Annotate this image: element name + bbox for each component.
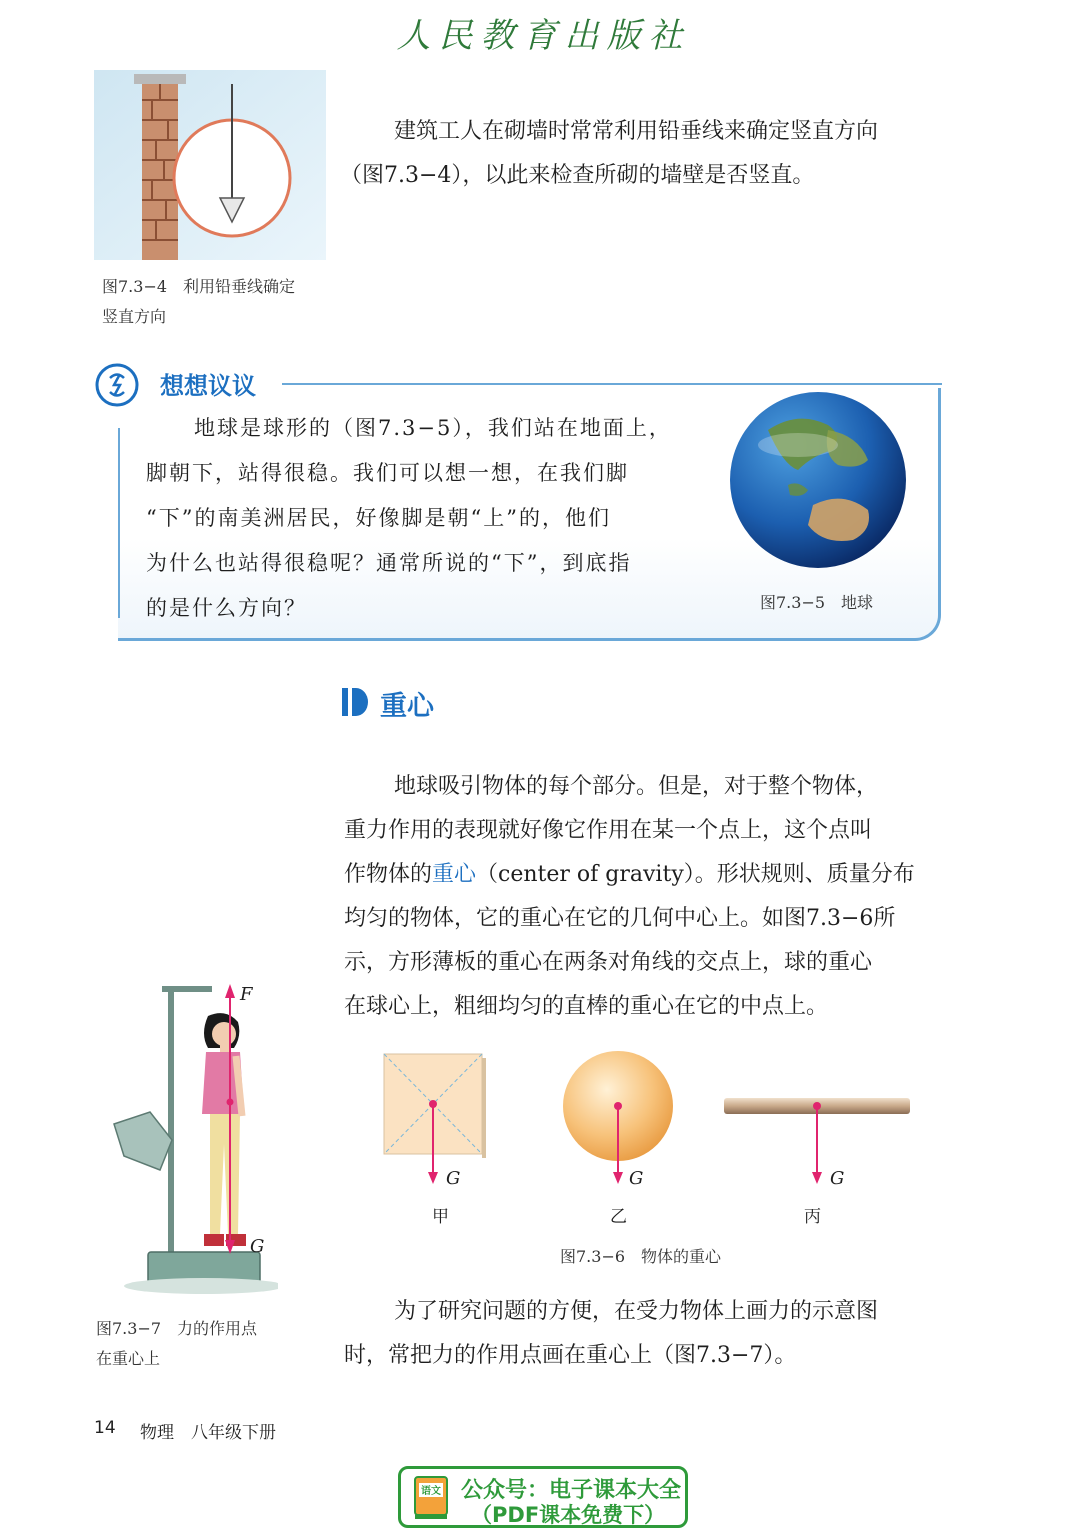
paragraph-line3 [344, 853, 915, 897]
closing-line2: 时，常把力的作用点画在重心上（图7.3−7）。 [344, 1343, 797, 1368]
earth-image [728, 390, 908, 570]
think-title-rule [282, 383, 942, 385]
book-icon [411, 1475, 453, 1521]
earth-caption: 图7.3−5 地球 [760, 593, 874, 612]
figure-7-3-7-caption-line1: 图7.3−7 力的作用点 [96, 1319, 258, 1338]
figure-7-3-6-caption: 图7.3−6 物体的重心 [560, 1247, 722, 1266]
label-bing: 丙 [804, 1207, 821, 1227]
paragraph-line3-start: 作物体的 [344, 862, 433, 887]
think-box-left-line [118, 428, 120, 618]
paragraph-line3-end: （center of gravity）。形状规则、质量分布 [476, 862, 915, 887]
book-icon-text: 语文 [421, 1486, 441, 1497]
wechat-badge [398, 1466, 688, 1528]
force-label-g-person: G [250, 1236, 265, 1257]
paragraph-line4: 均匀的物体，它的重心在它的几何中心上。如图7.3−6所 [344, 906, 896, 931]
plumb-line-figure [94, 70, 326, 260]
force-label-g-rod: G [830, 1168, 845, 1189]
figure-7-3-4-caption-line1: 图7.3−4 利用铅垂线确定 [102, 277, 296, 296]
think-line5: 的是什么方向？ [146, 596, 307, 620]
figure-7-3-7-caption-line2: 在重心上 [96, 1349, 161, 1368]
closing-line1: 为了研究问题的方便，在受力物体上画力的示意图 [394, 1299, 879, 1324]
badge-line1: 公众号：电子课本大全 [461, 1478, 682, 1503]
think-line3: “下”的南美洲居民，好像脚是朝“上”的，他们 [146, 506, 611, 530]
paragraph-line5: 示，方形薄板的重心在两条对角线的交点上，球的重心 [344, 950, 873, 975]
think-line4: 为什么也站得很稳呢？通常所说的“下”，到底指 [146, 551, 632, 575]
publisher-header: 人民教育出版社 [396, 16, 691, 56]
section-title: 重心 [380, 691, 434, 722]
label-jia: 甲 [432, 1207, 449, 1227]
book-title: 物理 八年级下册 [140, 1423, 276, 1443]
paragraph-line1: 地球吸引物体的每个部分。但是，对于整个物体， [394, 774, 879, 799]
section-marker-icon [342, 688, 368, 716]
intro-line2: （图7.3−4），以此来检查所砌的墙壁是否竖直。 [340, 163, 815, 188]
paragraph-line2: 重力作用的表现就好像它作用在某一个点上，这个点叫 [344, 818, 873, 843]
force-label-g-plate: G [446, 1168, 461, 1189]
think-line2: 脚朝下，站得很稳。我们可以想一想，在我们脚 [146, 461, 629, 485]
page-number: 14 [94, 1418, 116, 1438]
paragraph-line6: 在球心上，粗细均匀的直棒的重心在它的中点上。 [344, 994, 829, 1019]
term-center-of-gravity: 重心 [432, 862, 477, 887]
intro-line1: 建筑工人在砌墙时常常利用铅垂线来确定竖直方向 [394, 119, 879, 144]
think-line1: 地球是球形的（图7.3−5），我们站在地面上， [194, 416, 672, 440]
figure-7-3-4-caption-line2: 竖直方向 [102, 307, 167, 326]
force-label-f: F [240, 984, 253, 1005]
think-box-title: 想想议议 [160, 372, 256, 400]
label-yi: 乙 [610, 1207, 627, 1227]
badge-line2: （PDF课本免费下） [471, 1503, 666, 1527]
force-label-g-ball: G [629, 1168, 644, 1189]
think-icon [94, 362, 140, 408]
